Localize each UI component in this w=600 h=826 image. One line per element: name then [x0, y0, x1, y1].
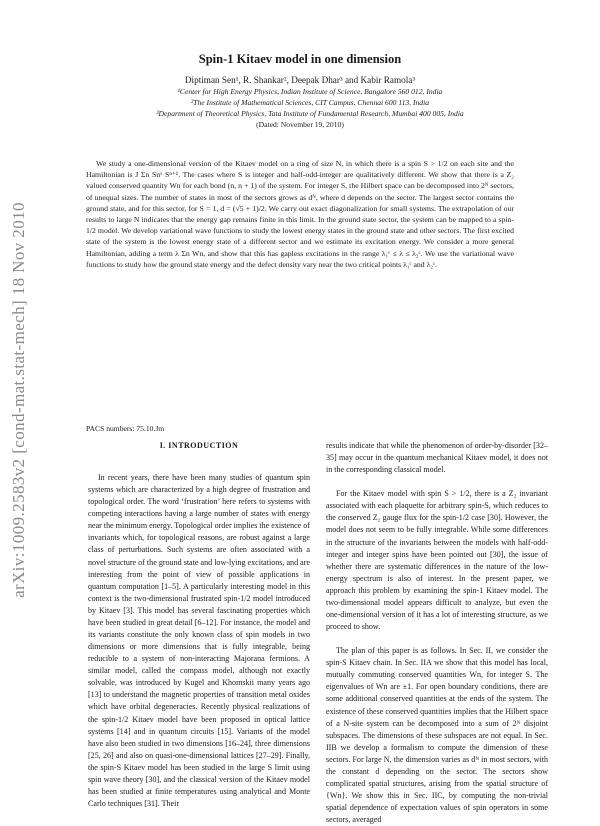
intro-paragraph-continued: results indicate that while the phenomenon of order-by-disorder [32–35] may occur in the quantum mechanical Kitaev model, it does not in the corresponding classical model.: [326, 441, 548, 475]
date-line: (Dated: November 19, 2010): [256, 120, 344, 129]
right-column: [326, 440, 548, 826]
author-list: Diptiman Sen¹, R. Shankar², Deepak Dhar³ and Kabir Ramola³: [184, 75, 416, 85]
section-heading-introduction: I. INTRODUCTION: [159, 441, 239, 450]
pacs-numbers: PACS numbers: 75.10.Jm: [86, 424, 165, 433]
intro-paragraph-2: For the Kitaev model with spin S > 1/2, there is a Z₂ invariant associated with each plaquette for arbitrary spin-S, which reduces to the conserved Z₂ gauge flux for the spin-1/2 case [30]. However, the model does not seem to be fully integrable. While some differences in the structure of the invariants between the models with half-odd-integer and integer spins have been pointed out [30], the issue of whether there are systematic differences in the nature of the low-energy spectrum is also of interest. In the present paper, we approach this problem by examining the spin-1 Kitaev model. The two-dimensional model appears difficult to analyze, but even the one-dimensional version of it has a lot of interesting structure, as we proceed to show.: [326, 489, 548, 632]
arxiv-sidebar-stamp: [2, 150, 36, 650]
left-column: [88, 440, 310, 810]
abstract-text: We study a one-dimensional version of the Kitaev model on a ring of size N, in which there is a spin S > 1/2 on each site and the Hamiltonian is J Σn Snˣ Sⁿ⁺¹. The cases where S is integer and half-odd-integer are qualitatively different. We show that there is a Z₂ valued conserved quantity Wn for each bond (n, n + 1) of the system. For integer S, the Hilbert space can be decomposed into 2ᴺ sectors, of unequal sizes. The number of states in most of the sectors grows as dᴺ, where d depends on the sector. The largest sector contains the ground state, and for this sector, for S = 1, d = (√5 + 1)/2. We carry out exact diagonalization for small systems. The extrapolation of our results to large N indicates that the energy gap remains finite in this limit. In the ground state sector, the system can be mapped to a spin-1/2 model. We develop variational wave functions to study the lowest energy states in the ground state and other sectors. The first excited state of the system is the lowest energy state of a different sector and we estimate its excitation energy. We consider a more general Hamiltonian, adding a term λ Σn Wn, and show that this has gapless excitations in the range λ₁ᶜ ≤ λ ≤ λ₂ᶜ. We use the variational wave functions to study how the ground state energy and the defect density vary near the two critical points λ₁ᶜ and λ₂ᶜ.: [86, 159, 514, 269]
intro-paragraph-1: In recent years, there have been many studies of quantum spin systems which are characterized by a high degree of frustration and topological order. The word ‘frustration’ here refers to systems with competing interactions having a large number of states with energy near the minimum energy. Topological order implies the existence of invariants which, for topological reasons, are robust against a large class of perturbations. Such systems are often associated with a novel structure of the ground state and low-lying excitations, and are interesting from the point of view of possible applications in quantum computation [1–5]. A particularly interesting model in this context is the two-dimensional frustrated spin-1/2 model introduced by Kitaev [3]. This model has several fascinating properties which have been studied in great detail [6–12]. For instance, the model and its variants constitute the only known class of spin models in two dimensions or more dimensions that is fully integrable, being reducible to a system of non-interacting Majorana fermions. A similar model, called the compass model, although not exactly solvable, was introduced by Kugel and Khomskii many years ago [13] to understand the magnetic properties of transition metal oxides which have orbital degeneracies. Recently physical realizations of the spin-1/2 Kitaev model have been proposed in optical lattice systems [14] and in quantum circuits [15]. Variants of the model have also been studied in two dimensions [16–24], three dimensions [25, 26] and also on quasi-one-dimensional lattices [27–29]. Finally, the spin-S Kitaev model has been studied in the large S limit using spin wave theory [30], and the classical version of the Kitaev model has been studied at finite temperatures using analytical and Monte Carlo techniques [31]. Their: [88, 473, 310, 809]
arxiv-id-text: arXiv:1009.2583v2 [cond-mat.stat-mech] 18 Nov 2010: [9, 202, 28, 598]
affiliation-1: ¹Center for High Energy Physics, Indian Institute of Science, Bangalore 560 012, India: [177, 87, 443, 96]
paper-title: Spin-1 Kitaev model in one dimension: [198, 52, 402, 66]
affiliation-2: ²The Institute of Mathematical Sciences, CIT Campus, Chennai 600 113, India: [190, 98, 429, 107]
intro-paragraph-3: The plan of this paper is as follows. In Sec. II, we consider the spin-S Kitaev chain. In Sec. IIA we show that this model has local, mutually commuting conserved quantities Wn, for integer S. The eigenvalues of Wn are ±1. For open boundary conditions, there are some additional conserved quantities at the ends of the system. The existence of these conserved quantities implies that the Hilbert space of a N-site system can be decomposed into a sum of 2ᴺ disjoint subspaces. The dimensions of these subspaces are not equal. In Sec. IIB we develop a formalism to compute the dimension of these sectors. For large N, the dimension varies as dᴺ in most sectors, with the constant d depending on the sector. The sectors show complicated spatial structures, arising from the spatial structure of {Wn}. We show this in Sec. IIC, by computing the non-trivial spatial dependence of expectation values of spin operators in some sectors, averaged: [326, 646, 548, 825]
affiliation-3: ³Department of Theoretical Physics, Tata Institute of Fundamental Research, Mumbai 400 005, India: [156, 109, 464, 118]
abstract: [86, 158, 514, 270]
